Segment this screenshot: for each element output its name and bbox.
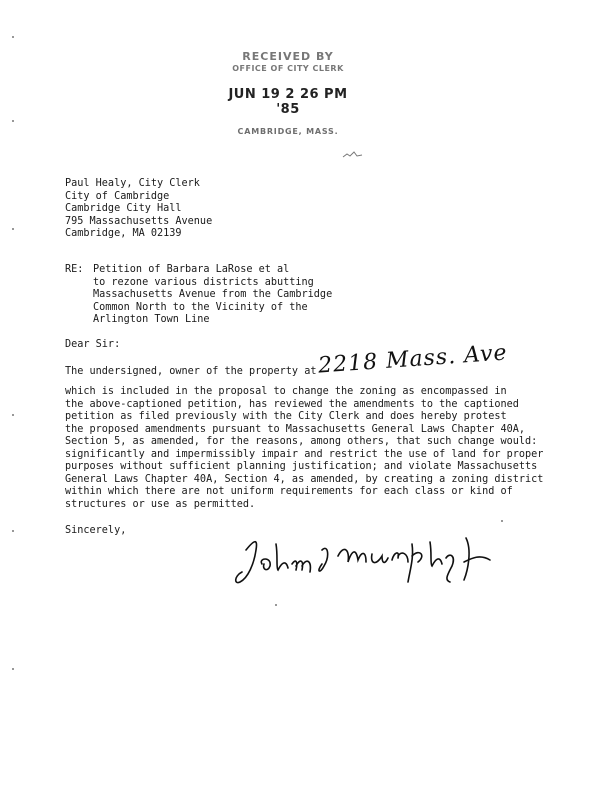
recipient-address: [65, 178, 212, 241]
recipient-name: Paul Healy, City Clerk: [65, 178, 200, 189]
salutation: Dear Sir:: [65, 339, 121, 350]
recipient-org: City of Cambridge: [65, 190, 170, 202]
paper-speck: [501, 520, 503, 522]
body-line: which is included in the proposal to change the zoning as encompassed in: [65, 386, 507, 397]
paper-speck: [12, 228, 14, 230]
paper-speck: [275, 604, 277, 606]
body-line: structures or use as permitted.: [65, 498, 256, 510]
recipient-building: Cambridge City Hall: [65, 203, 182, 214]
ink-mark: [342, 150, 364, 160]
re-label: RE:: [65, 264, 84, 275]
re-line: Common North to the Vicinity of the: [93, 301, 308, 313]
re-line: Petition of Barbara LaRose et al: [93, 264, 290, 275]
intro-line: The undersigned, owner of the property at: [65, 366, 317, 377]
paper-speck: [12, 36, 14, 38]
re-subject: [93, 264, 332, 327]
paper-speck: [12, 414, 14, 416]
letter-body: [65, 386, 543, 511]
stamp-date-line: JUN 19 2 26 PM '85: [228, 87, 348, 117]
body-line: General Laws Chapter 40A, Section 4, as amended, by creating a zoning district: [65, 473, 544, 485]
re-line: to rezone various districts abutting: [93, 276, 314, 288]
paper-speck: [12, 668, 14, 670]
stamp-office-line: OFFICE OF CITY CLERK: [232, 64, 344, 73]
body-line: Section 5, as amended, for the reasons, among others, that such change would:: [65, 436, 538, 447]
body-line: within which there are not uniform requirements for each class or kind of: [65, 486, 513, 497]
recipient-city: Cambridge, MA 02139: [65, 228, 182, 239]
stamp-city-line: CAMBRIDGE, MASS.: [237, 127, 339, 136]
handwritten-signature: [232, 530, 512, 590]
body-line: the above-captioned petition, has reviewed the amendments to the captioned: [65, 398, 519, 410]
received-stamp: [218, 50, 358, 136]
body-line: purposes without sufficient planning justification; and violate Massachusetts: [65, 461, 538, 472]
stamp-received-line: RECEIVED BY: [242, 50, 334, 63]
body-line: the proposed amendments pursuant to Massachusetts General Laws Chapter 40A,: [65, 423, 526, 435]
re-line: Massachusetts Avenue from the Cambridge: [93, 289, 333, 300]
body-line: significantly and impermissibly impair and restrict the use of land for proper: [65, 448, 544, 460]
paper-speck: [12, 120, 14, 122]
recipient-street: 795 Massachusetts Avenue: [65, 215, 213, 227]
paper-speck: [12, 530, 14, 532]
body-line: petition as filed previously with the City Clerk and does hereby protest: [65, 411, 507, 422]
closing: Sincerely,: [65, 525, 127, 536]
re-line: Arlington Town Line: [93, 314, 210, 325]
handwritten-property-address: 2218 Mass. Ave: [317, 340, 509, 379]
